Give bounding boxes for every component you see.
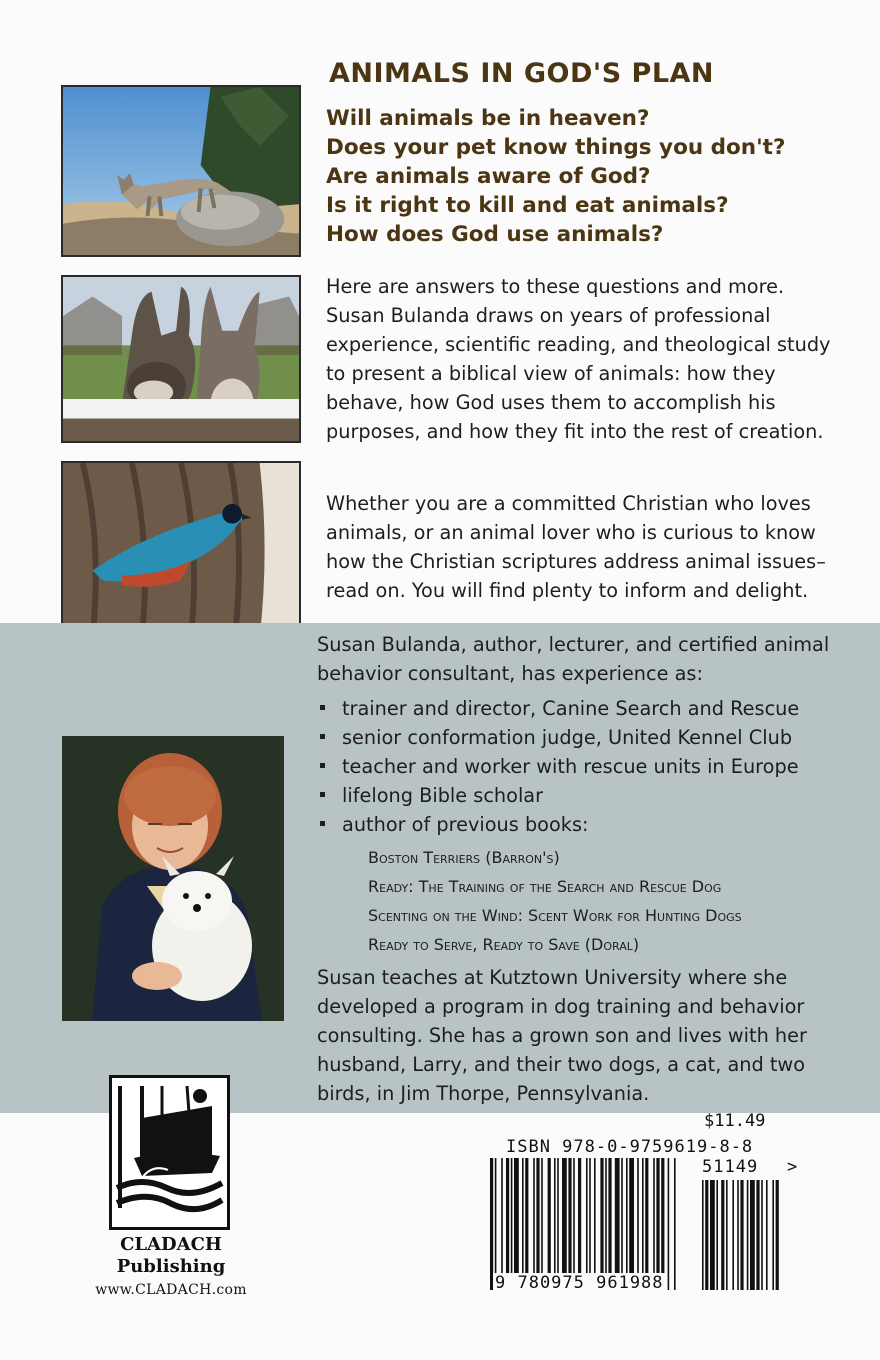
question-item: How does God use animals?	[326, 222, 664, 247]
barcode-bar	[645, 1158, 648, 1276]
addon-bar	[702, 1180, 704, 1290]
question-item: Is it right to kill and eat animals?	[326, 193, 729, 218]
barcode-bar	[629, 1158, 634, 1276]
addon-bar	[732, 1180, 734, 1290]
barcode-bar	[522, 1158, 524, 1276]
addon-bar	[705, 1180, 708, 1290]
bullet-icon	[320, 705, 325, 710]
experience-item: lifelong Bible scholar	[320, 781, 799, 810]
experience-item: teacher and worker with rescue units in Europe	[320, 752, 799, 781]
book-item: Boston Terriers (Barron's)	[368, 848, 560, 867]
barcode-bar	[637, 1158, 639, 1276]
addon-bar	[772, 1180, 774, 1290]
addon-bar	[740, 1180, 743, 1290]
question-item: Are animals aware of God?	[326, 164, 651, 189]
bio-outro: Susan teaches at Kutztown University where she developed a program in dog training and behavior consulting. She has a grown son and lives with her husband, Larry, and their two dogs, a cat, and two birds, in Jim Thorpe, Pennsylvania.	[317, 966, 807, 1105]
barcode-bar	[568, 1158, 571, 1276]
barcode-bar	[495, 1158, 497, 1290]
barcode-bar	[557, 1158, 559, 1276]
barcode-bar	[653, 1158, 655, 1276]
barcode-bar	[533, 1158, 535, 1276]
addon-bar	[716, 1180, 718, 1290]
bluebird-photo	[61, 461, 301, 639]
ship-logo-icon	[109, 1075, 230, 1230]
barcode-bar	[586, 1158, 588, 1290]
bullet-icon	[320, 821, 325, 826]
addon-bar	[721, 1180, 724, 1290]
barcode-bar	[554, 1158, 556, 1276]
bullet-icon	[320, 792, 325, 797]
addon-bar	[737, 1180, 739, 1290]
barcode-bar	[514, 1158, 519, 1276]
bullet-icon	[320, 734, 325, 739]
addon-bar	[766, 1180, 768, 1290]
barcode-bar	[621, 1158, 623, 1276]
barcode-bar	[506, 1158, 509, 1276]
addon-bar	[750, 1180, 755, 1290]
description-paragraph: Whether you are a committed Christian who loves animals, or an animal lover who is curious to know how the Christian scriptures address animal issues–read on. You will find plenty to inform and delight.	[326, 492, 826, 602]
publisher-url: www.CLADACH.com	[95, 1282, 247, 1298]
book-item: Ready to Serve, Ready to Save (Doral)	[368, 935, 640, 954]
barcode-bar	[573, 1158, 575, 1276]
question-list	[326, 104, 785, 249]
barcode-bar	[615, 1158, 620, 1276]
book-title: ANIMALS IN GOD'S PLAN	[329, 58, 715, 89]
previous-books-list	[368, 843, 742, 959]
coyote-photo	[61, 85, 301, 257]
barcode-bar	[608, 1158, 611, 1276]
experience-item: senior conformation judge, United Kennel Club	[320, 723, 799, 752]
barcode-bar	[589, 1158, 591, 1276]
barcode-bar	[668, 1158, 670, 1290]
isbn-label: ISBN 978-0-9759619-8-8	[506, 1137, 754, 1157]
author-portrait	[62, 736, 284, 1021]
experience-item: author of previous books:	[320, 810, 799, 839]
barcode-bar	[661, 1158, 664, 1276]
bullet-icon	[320, 763, 325, 768]
addon-bar	[726, 1180, 728, 1290]
price-label: $11.49	[704, 1111, 766, 1131]
addon-bar	[756, 1180, 759, 1290]
barcode-bar	[501, 1158, 503, 1276]
experience-list	[320, 694, 799, 839]
barcode-bar	[642, 1158, 644, 1276]
bio-intro: Susan Bulanda, author, lecturer, and certified animal behavior consultant, has experience as:	[317, 633, 830, 685]
addon-number: 51149	[702, 1157, 759, 1177]
addon-bar	[761, 1180, 763, 1290]
description-paragraph: Here are answers to these questions and more. Susan Bulanda draws on years of professional experience, scientific reading, and theological study to present a biblical view of animals: how they behave, how God uses them to accomplish his purposes, and how they fit into the rest of creation.	[326, 275, 831, 443]
barcode-bar	[511, 1158, 513, 1276]
barcode-bar	[594, 1158, 596, 1276]
book-item: Ready: The Training of the Search and Rescue Dog	[368, 877, 722, 896]
question-item: Does your pet know things you don't?	[326, 135, 786, 160]
barcode	[488, 1158, 800, 1290]
barcode-bar	[578, 1158, 581, 1290]
barcode-bar	[605, 1158, 607, 1276]
barcode-bar	[626, 1158, 628, 1276]
experience-item: trainer and director, Canine Search and Rescue	[320, 694, 799, 723]
barcode-bar	[525, 1158, 528, 1276]
barcode-bar	[600, 1158, 603, 1276]
barcode-bar	[541, 1158, 543, 1276]
ean-number: 9 780975 961988	[495, 1273, 664, 1293]
barcode-bar	[674, 1158, 676, 1290]
addon-arrow: >	[787, 1157, 798, 1177]
book-item: Scenting on the Wind: Scent Work for Hunting Dogs	[368, 906, 742, 925]
addon-bar	[776, 1180, 779, 1290]
publisher-name: CLADACH Publishing	[116, 1234, 226, 1277]
barcode-bar	[656, 1158, 659, 1276]
barcode-bar	[536, 1158, 539, 1276]
barcode-bar	[562, 1158, 567, 1276]
addon-bar	[747, 1180, 749, 1290]
addon-bar	[710, 1180, 715, 1290]
question-item: Will animals be in heaven?	[326, 106, 650, 131]
barcode-bar	[548, 1158, 551, 1276]
donkeys-photo	[61, 275, 301, 443]
barcode-bar	[490, 1158, 493, 1290]
